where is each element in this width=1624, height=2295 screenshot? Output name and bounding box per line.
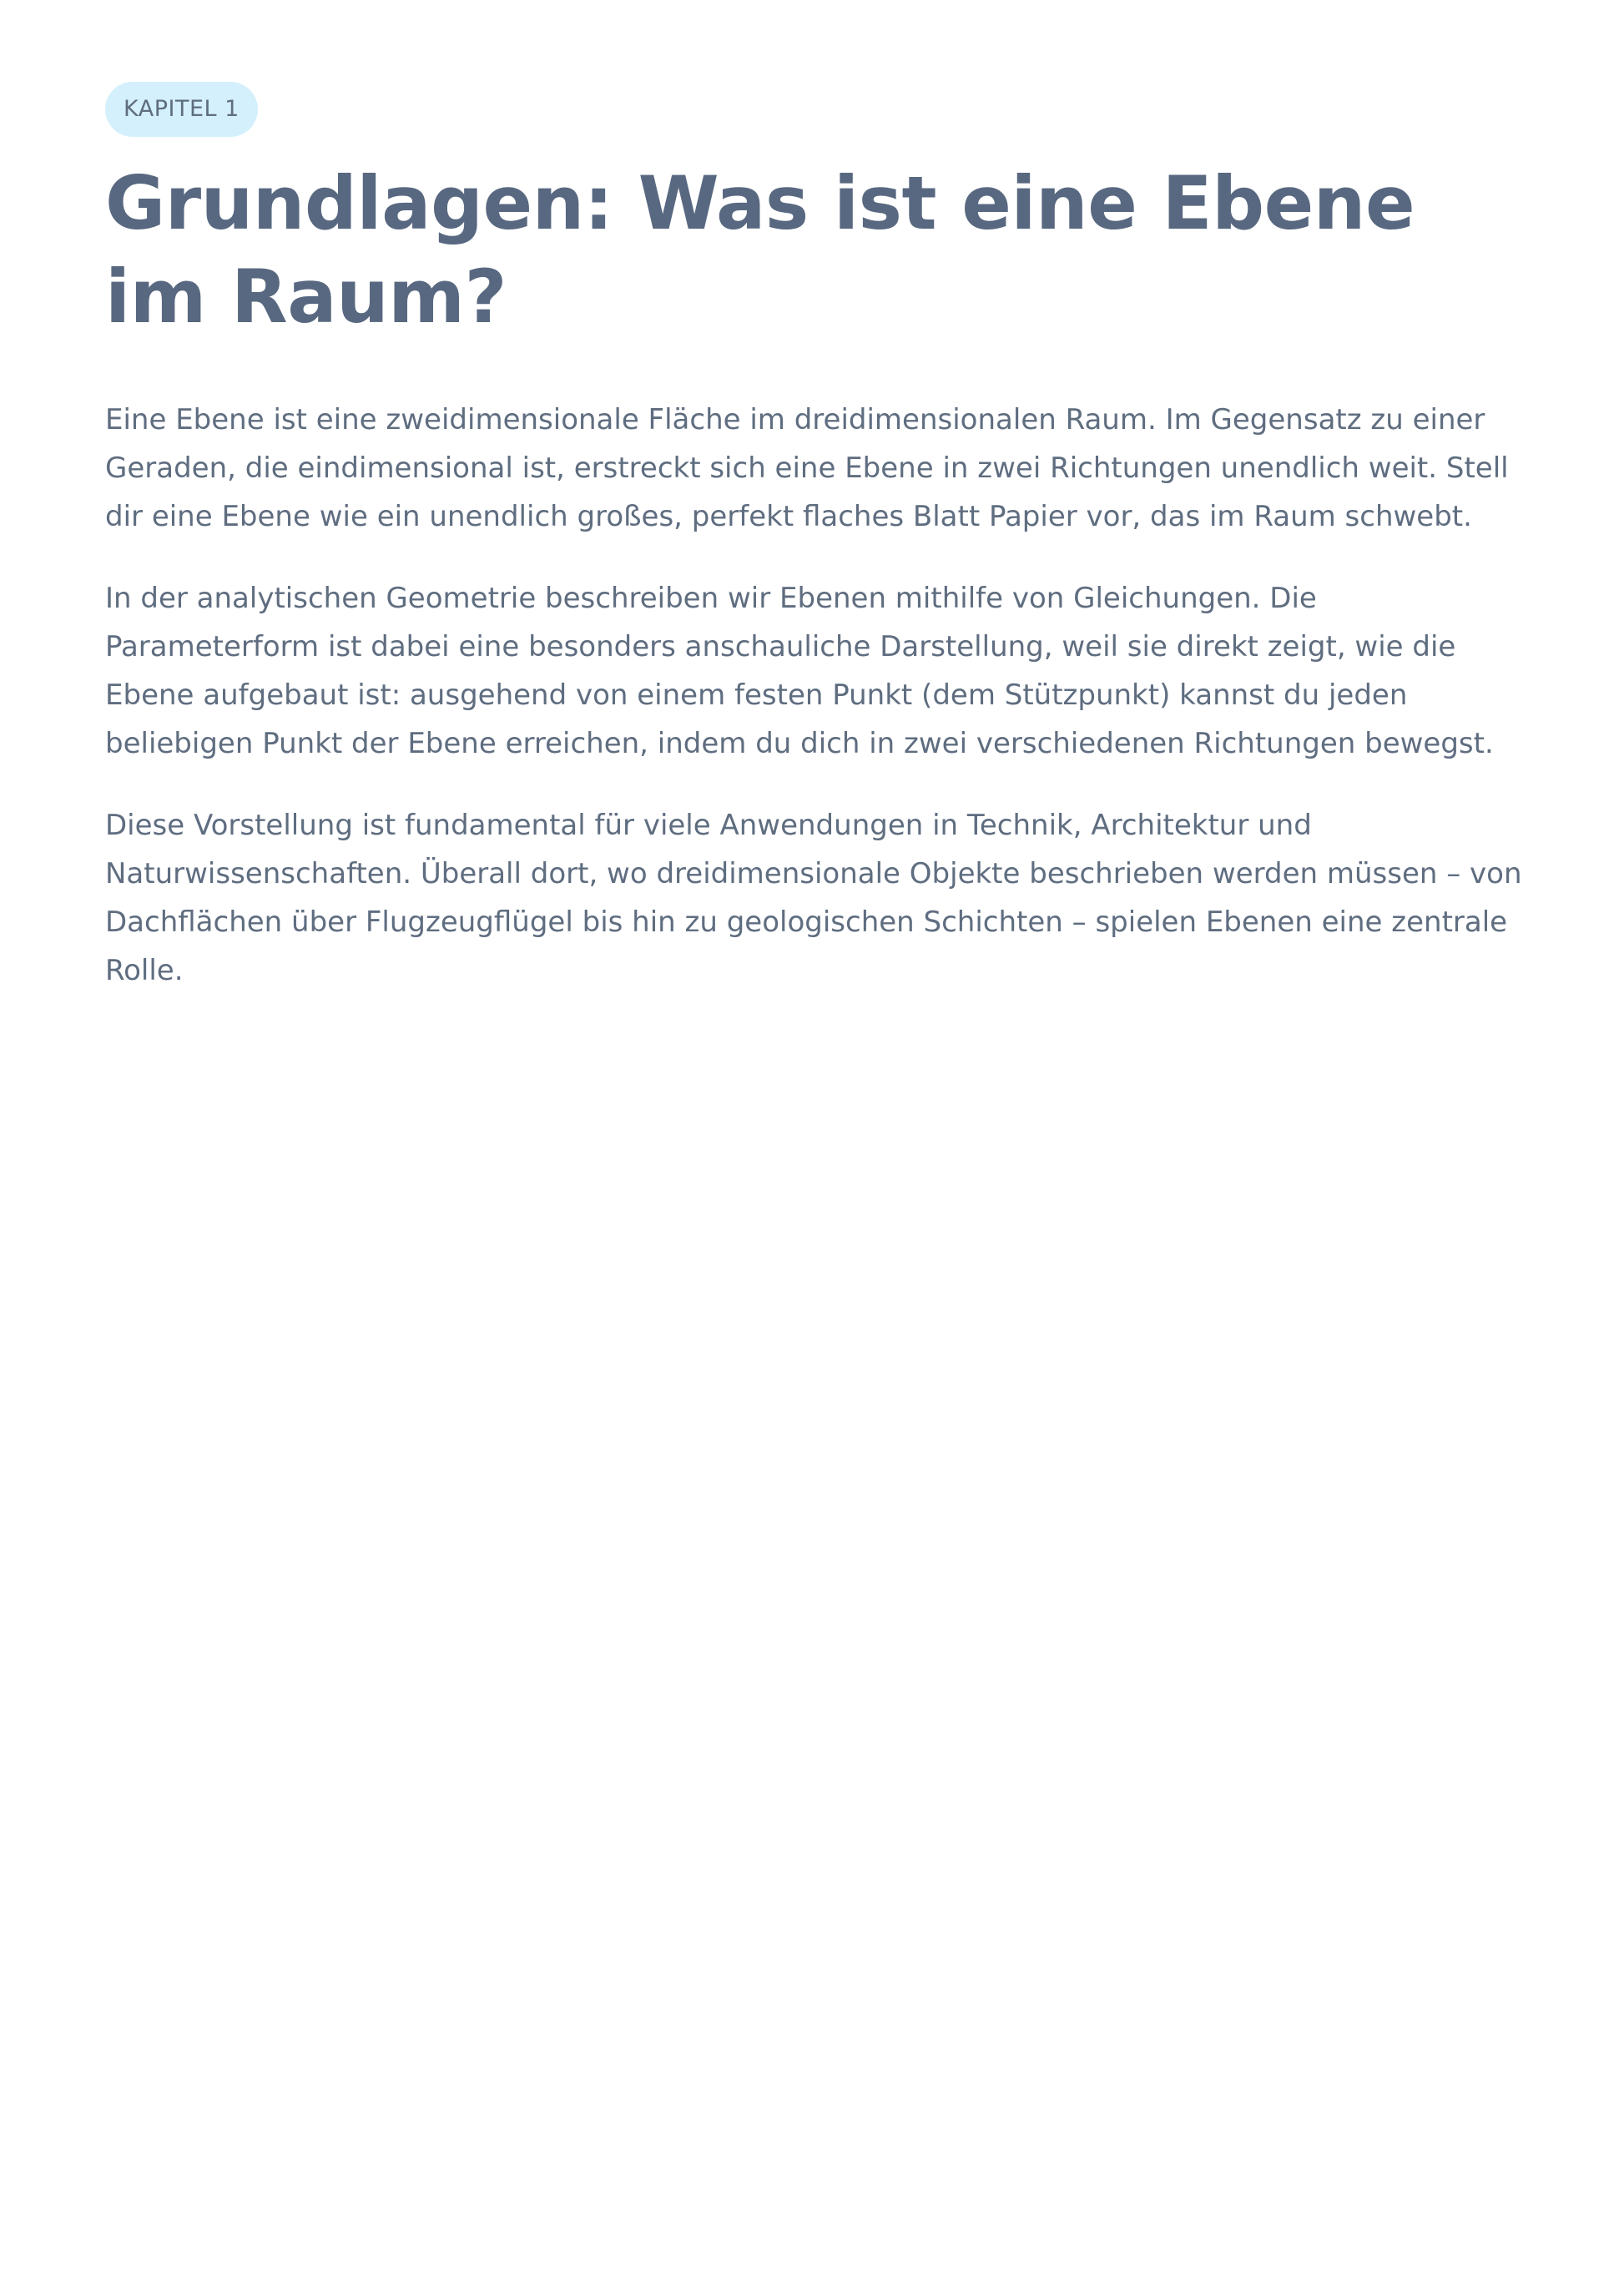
body-paragraph-3: Diese Vorstellung ist fundamental für viele Anwendungen in Technik, Architektur und Naturwissenschaften. Überall dort, wo dreidimensionale Objekte beschrieben werden müssen – von Dachflächen über Flugzeugflügel bis hin zu geologischen Schichten – spielen Ebenen eine zentrale Rolle. bbox=[105, 809, 1522, 987]
body-paragraph-1: Eine Ebene ist eine zweidimensionale Fläche im dreidimensionalen Raum. Im Gegensatz zu einer Geraden, die eindimensional ist, erstreckt sich eine Ebene in zwei Richtungen unendlich weit. Stell dir eine Ebene wie ein unendlich großes, perfekt flaches Blatt Papier vor, das im Raum schwebt. bbox=[105, 403, 1509, 533]
chapter-badge: KAPITEL 1 bbox=[105, 82, 258, 137]
page-title: Grundlagen: Was ist eine Ebene im Raum? bbox=[105, 160, 1415, 340]
chapter-page bbox=[105, 82, 1524, 995]
body-paragraph-2: In der analytischen Geometrie beschreiben wir Ebenen mithilfe von Gleichungen. Die Parameterform ist dabei eine besonders anschauliche Darstellung, weil sie direkt zeigt, wie die Ebene aufgebaut ist: ausgehend von einem festen Punkt (dem Stützpunkt) kannst du jeden beliebigen Punkt der Ebene erreichen, indem du dich in zwei verschiedenen Richtungen bewegst. bbox=[105, 582, 1494, 760]
